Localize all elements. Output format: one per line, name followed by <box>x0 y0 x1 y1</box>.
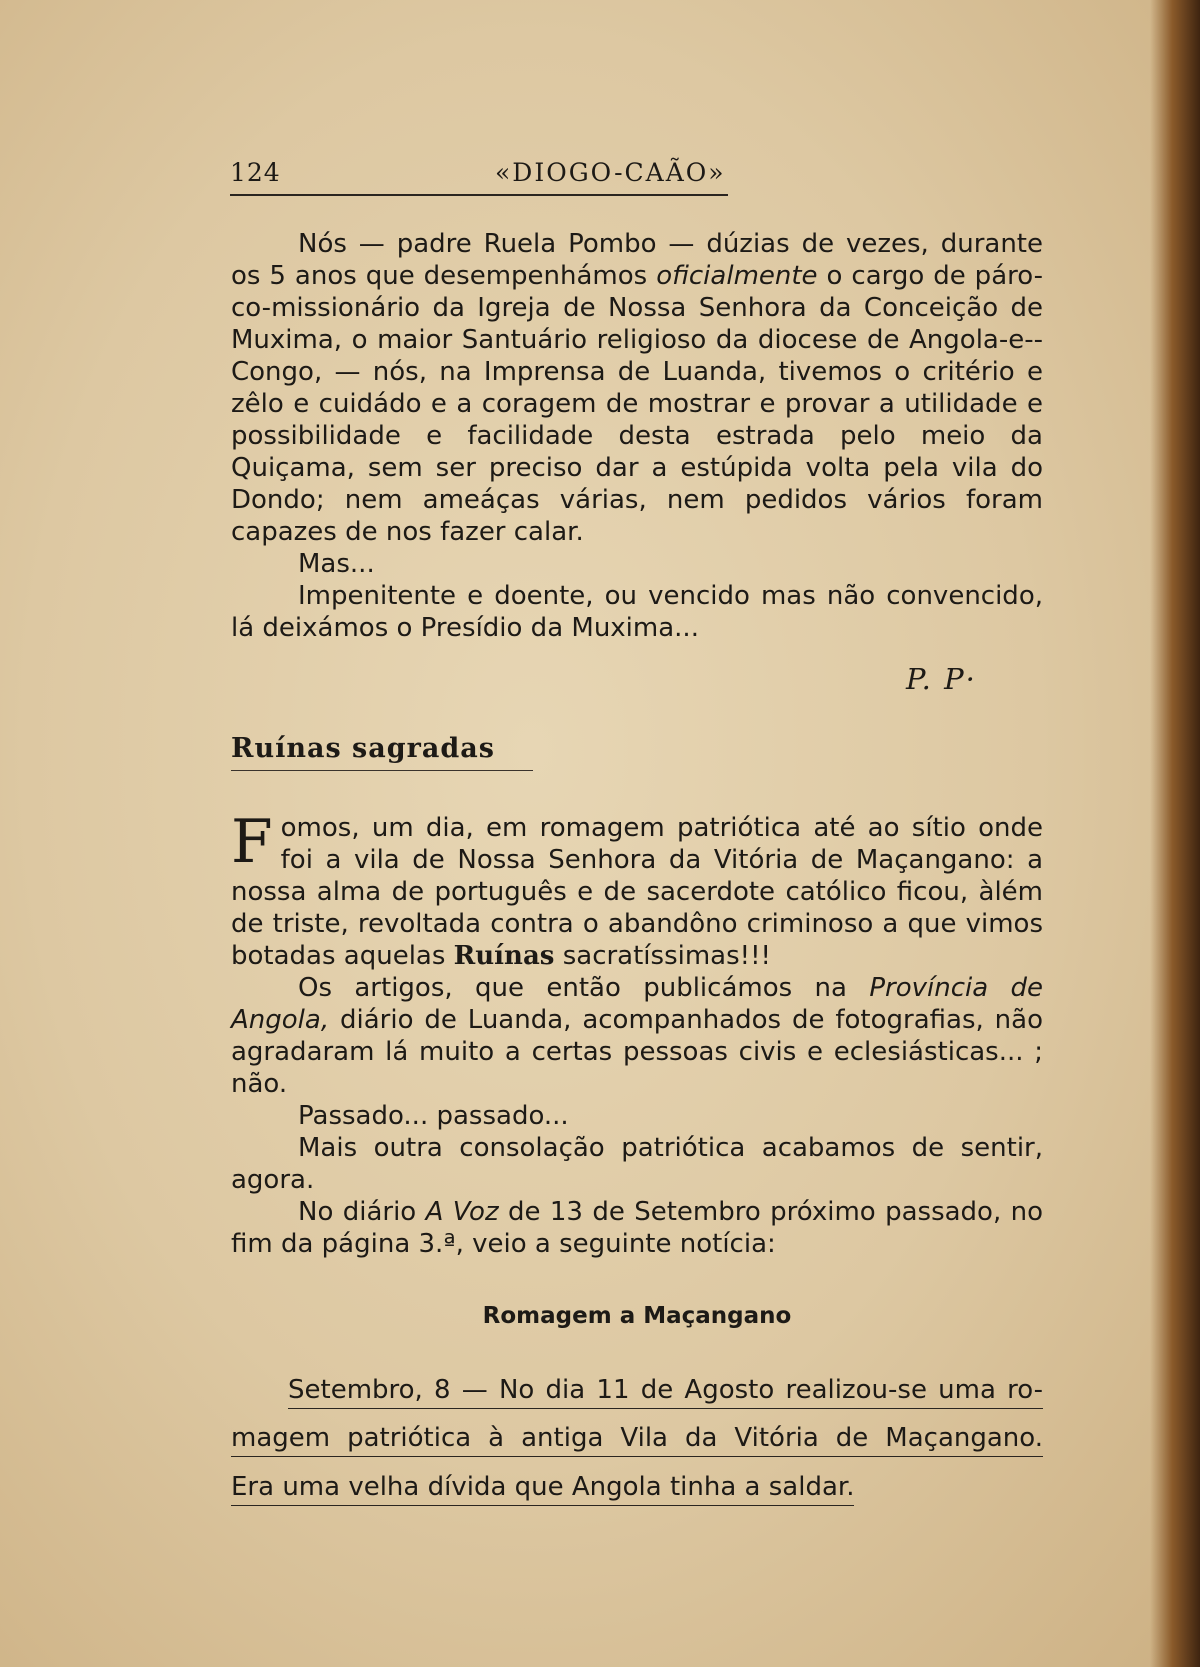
bold-text: Ruínas <box>453 941 555 971</box>
author-signature: P. P· <box>906 662 977 696</box>
emphasis-text: A Voz <box>425 1197 499 1227</box>
drop-cap: F <box>231 807 273 877</box>
page-edge-shadow <box>1150 0 1200 1667</box>
section-heading: Ruínas sagradas <box>231 733 533 771</box>
page-number: 124 <box>230 158 281 187</box>
paragraph: No diário A Voz de 13 de Setembro próximo passado, no fim da página 3.ª, veio a seguinte notícia: <box>231 1197 1043 1259</box>
emphasis-text: Província de Angola, <box>231 973 1044 1035</box>
quote-line: Era uma velha dívida que Angola tinha a saldar. <box>231 1472 854 1506</box>
quote-line: magem patriótica à antiga Vila da Vitória de Maçangano. <box>231 1423 1043 1457</box>
page-header <box>230 158 728 196</box>
paragraph: Impenitente e doente, ou vencido mas não convencido, lá deixámos o Presídio da Muxima... <box>231 581 1043 643</box>
paragraph: Nós — padre Ruela Pombo — dúzias de vezes, durante os 5 anos que desempenhámos oficialmente o cargo de páro-co-missionário da Igreja de Nossa Senhora da Conceição de Muxima, o maior Santuário religioso da diocese de Angola-e--Congo, — nós, na Imprensa de Luanda, tivemos o critério e zêlo e cuidádo e a coragem de mostrar e provar a utilidade e possibilidade e facilidade desta estrada pelo meio da Quiçama, sem ser preciso dar a estúpida volta pela vila do Dondo; nem ameáças várias, nem pedidos vários foram capazes de nos fazer calar. <box>231 229 1044 547</box>
running-title: «DIOGO-CAÃO» <box>495 158 726 187</box>
paragraph: Mas... <box>298 549 375 579</box>
paragraph: Os artigos, que então publicámos na Província de Angola, diário de Luanda, acompanhados de fotografias, não agradaram lá muito a certas pessoas civis e eclesiásticas... ; não. <box>231 973 1044 1099</box>
article-body <box>231 228 1043 644</box>
section-body <box>231 807 1044 1260</box>
paragraph: Mais outra consolação patriótica acabamos de sentir, agora. <box>231 1133 1043 1195</box>
quote-heading: Romagem a Maçangano <box>482 1303 792 1329</box>
quote-line: Setembro, 8 — No dia 11 de Agosto realizou-se uma ro- <box>288 1375 1043 1409</box>
emphasis-text: oficialmente <box>656 261 818 291</box>
paragraph: Fomos, um dia, em romagem patriótica até ao sítio onde foi a vila de Nossa Senhora da Vitória de Maçangano: a nossa alma de português e de sacerdote católico ficou, àlém de triste, revoltada contra o abandôno criminoso a que vimos botadas aquelas Ruínas sacratíssimas!!! <box>231 807 1043 971</box>
paragraph: Passado... passado... <box>298 1101 569 1131</box>
